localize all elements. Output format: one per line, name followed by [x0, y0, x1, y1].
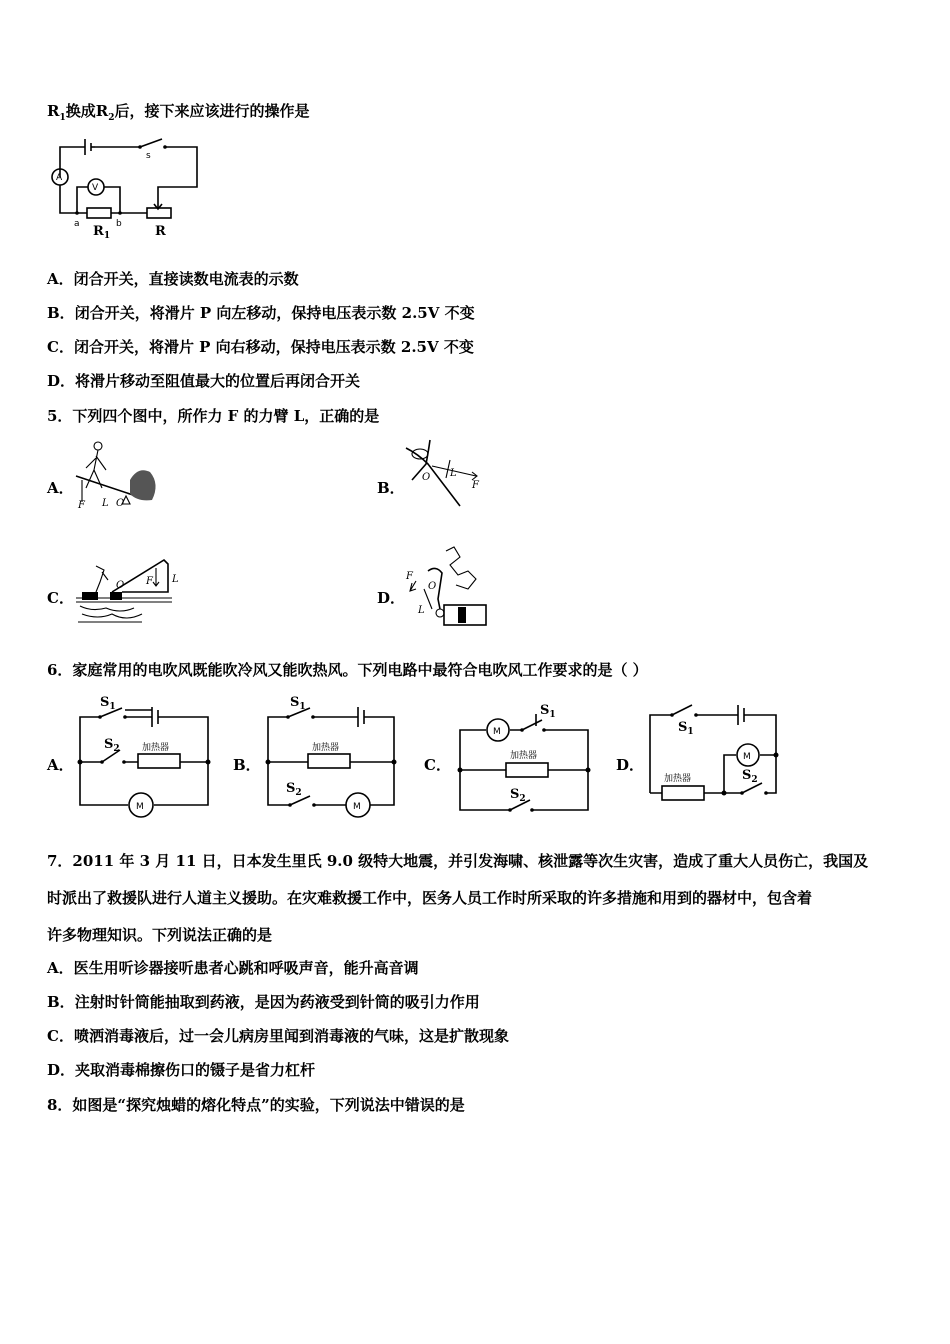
- svg-text:L: L: [450, 468, 457, 479]
- q6-circuit-a: [70, 692, 215, 812]
- svg-text:M: M: [136, 802, 144, 812]
- svg-text:M: M: [353, 802, 361, 812]
- q5-figure-b: [402, 440, 482, 510]
- svg-text:S1: $S_1$: [100, 695, 116, 712]
- q7-option-d[interactable]: D．夹取消毒棉擦伤口的镊子是省力杠杆: [47, 1061, 316, 1079]
- q5-figure-d: [402, 545, 492, 630]
- q7-stem-line-1: 7．2011 年 3 月 11 日，日本发生里氏 9.0 级特大地震，并引发海啸、核泄露等次生灾害，造成了重大人员伤亡，我国及: [47, 852, 869, 870]
- q4-option-d[interactable]: D．将滑片移动至阻值最大的位置后再闭合开关: [47, 372, 361, 390]
- svg-text:M: M: [493, 727, 501, 737]
- svg-text:S2: $S_2$: [286, 781, 302, 798]
- svg-text:F: F: [406, 571, 413, 582]
- svg-text:V: V: [92, 183, 99, 193]
- q4-option-a[interactable]: A．闭合开关，直接读数电流表的示数: [47, 270, 299, 288]
- q7-stem-line-3: 许多物理知识。下列说法正确的是: [47, 926, 273, 944]
- svg-text:加热器: 加热器: [312, 743, 340, 753]
- q5-option-b-label[interactable]: B．: [377, 479, 405, 497]
- svg-text:F: F: [78, 500, 85, 511]
- svg-text:O: O: [428, 581, 437, 592]
- q7-stem-line-2: 时派出了救援队进行人道主义援助。在灾难救援工作中，医务人员工作时所采取的许多措施和用到的器材中，包含着: [47, 889, 813, 907]
- svg-text:L: L: [418, 605, 425, 616]
- svg-text:O: O: [422, 472, 431, 483]
- svg-text:M: M: [743, 752, 751, 762]
- svg-text:S1: $S_1$: [540, 703, 556, 720]
- svg-text:S2: $S_2$: [104, 737, 120, 754]
- q6-option-b-label[interactable]: B．: [233, 756, 261, 774]
- svg-text:a: a: [74, 219, 80, 229]
- q5-option-d-label[interactable]: D．: [377, 589, 406, 607]
- q7-option-b[interactable]: B．注射时针筒能抽取到药液，是因为药液受到针筒的吸引力作用: [47, 993, 480, 1011]
- svg-text:R1: $R_1$: [93, 224, 111, 241]
- q5-option-c-label[interactable]: C．: [47, 589, 74, 607]
- svg-text:s: s: [146, 151, 151, 161]
- svg-text:S2: $S_2$: [510, 787, 526, 804]
- svg-text:O: O: [116, 580, 125, 591]
- svg-text:O: O: [116, 498, 125, 509]
- svg-text:L: L: [102, 498, 109, 509]
- svg-text:b: b: [116, 219, 122, 229]
- q6-stem: 6．家庭常用的电吹风既能吹冷风又能吹热风。下列电路中最符合电吹风工作要求的是（ ）: [47, 661, 648, 679]
- q6-circuit-c: [452, 700, 597, 820]
- q5-figure-c: [72, 552, 182, 627]
- svg-text:加热器: 加热器: [142, 743, 170, 753]
- q6-option-d-label[interactable]: D．: [616, 756, 645, 774]
- svg-text:加热器: 加热器: [664, 774, 692, 784]
- q7-option-c[interactable]: C．喷洒消毒液后，过一会儿病房里闻到消毒液的气味，这是扩散现象: [47, 1027, 509, 1045]
- q4-option-b[interactable]: B．闭合开关，将滑片 P 向左移动，保持电压表示数 2.5V 不变: [47, 304, 475, 322]
- q5-stem: 5．下列四个图中，所作力 F 的力臂 L，正确的是: [47, 407, 380, 425]
- svg-text:A: A: [56, 173, 63, 183]
- svg-text:S1: $S_1$: [290, 695, 306, 712]
- q7-option-a[interactable]: A．医生用听诊器接听患者心跳和呼吸声音，能升高音调: [47, 959, 419, 977]
- svg-text:S1: $S_1$: [678, 720, 694, 737]
- q4-stem: $R_1$换成$R_2$后，接下来应该进行的操作是: [47, 102, 310, 123]
- svg-text:S2: $S_2$: [742, 768, 758, 785]
- q5-figure-a: [72, 440, 160, 510]
- q4-circuit-diagram: [45, 135, 215, 240]
- svg-text:L: L: [172, 574, 179, 585]
- q8-stem: 8．如图是“探究烛蜡的熔化特点”的实验，下列说法中错误的是: [47, 1096, 465, 1114]
- q6-circuit-d: [642, 695, 787, 815]
- q6-circuit-b: [258, 692, 403, 812]
- svg-text:R: R: [155, 224, 166, 239]
- q6-option-c-label[interactable]: C．: [424, 756, 451, 774]
- q4-option-c[interactable]: C．闭合开关，将滑片 P 向右移动，保持电压表示数 2.5V 不变: [47, 338, 474, 356]
- q5-option-a-label[interactable]: A．: [47, 479, 74, 497]
- q6-option-a-label[interactable]: A．: [47, 756, 74, 774]
- svg-text:加热器: 加热器: [510, 751, 538, 761]
- svg-text:F: F: [146, 576, 153, 587]
- svg-text:F: F: [472, 480, 479, 491]
